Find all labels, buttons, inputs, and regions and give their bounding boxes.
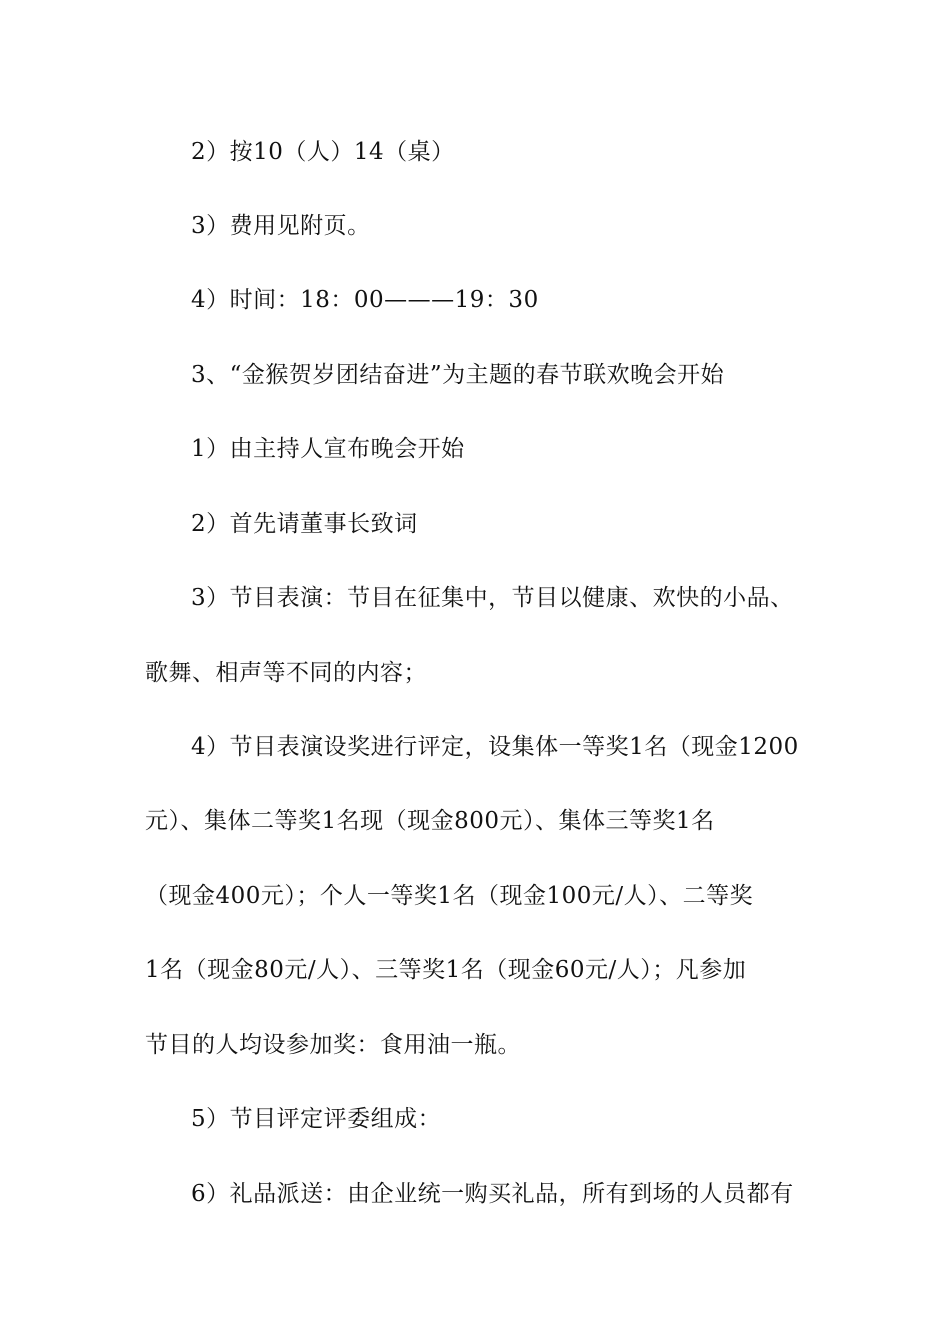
paragraph-line: 歌舞、相声等不同的内容；: [145, 660, 427, 686]
paragraph-line: 节目的人均设参加奖：食用油一瓶。: [145, 1032, 521, 1058]
paragraph-line: 5）节目评定评委组成：: [191, 1106, 442, 1132]
paragraph-line: 4）时间：18：00———19：30: [191, 287, 539, 313]
section-heading: 3、“金猴贺岁团结奋进”为主题的春节联欢晚会开始: [191, 362, 725, 388]
paragraph-line: 元）、集体二等奖1名现（现金800元）、集体三等奖1名: [145, 808, 715, 834]
paragraph-line: 4）节目表演设奖进行评定，设集体一等奖1名（现金1200: [191, 734, 799, 760]
paragraph-line: （现金400元）；个人一等奖1名（现金100元/人）、二等奖: [145, 883, 754, 909]
paragraph-line: 2）按10（人）14（桌）: [191, 139, 455, 165]
paragraph-line: 6）礼品派送：由企业统一购买礼品，所有到场的人员都有: [191, 1181, 794, 1207]
paragraph-line: 2）首先请董事长致词: [191, 511, 418, 537]
paragraph-line: 3）费用见附页。: [191, 213, 371, 239]
paragraph-line: 3）节目表演：节目在征集中，节目以健康、欢快的小品、: [191, 585, 794, 611]
paragraph-line: 1名（现金80元/人）、三等奖1名（现金60元/人）；凡参加: [145, 957, 747, 983]
paragraph-line: 1）由主持人宣布晚会开始: [191, 436, 465, 462]
